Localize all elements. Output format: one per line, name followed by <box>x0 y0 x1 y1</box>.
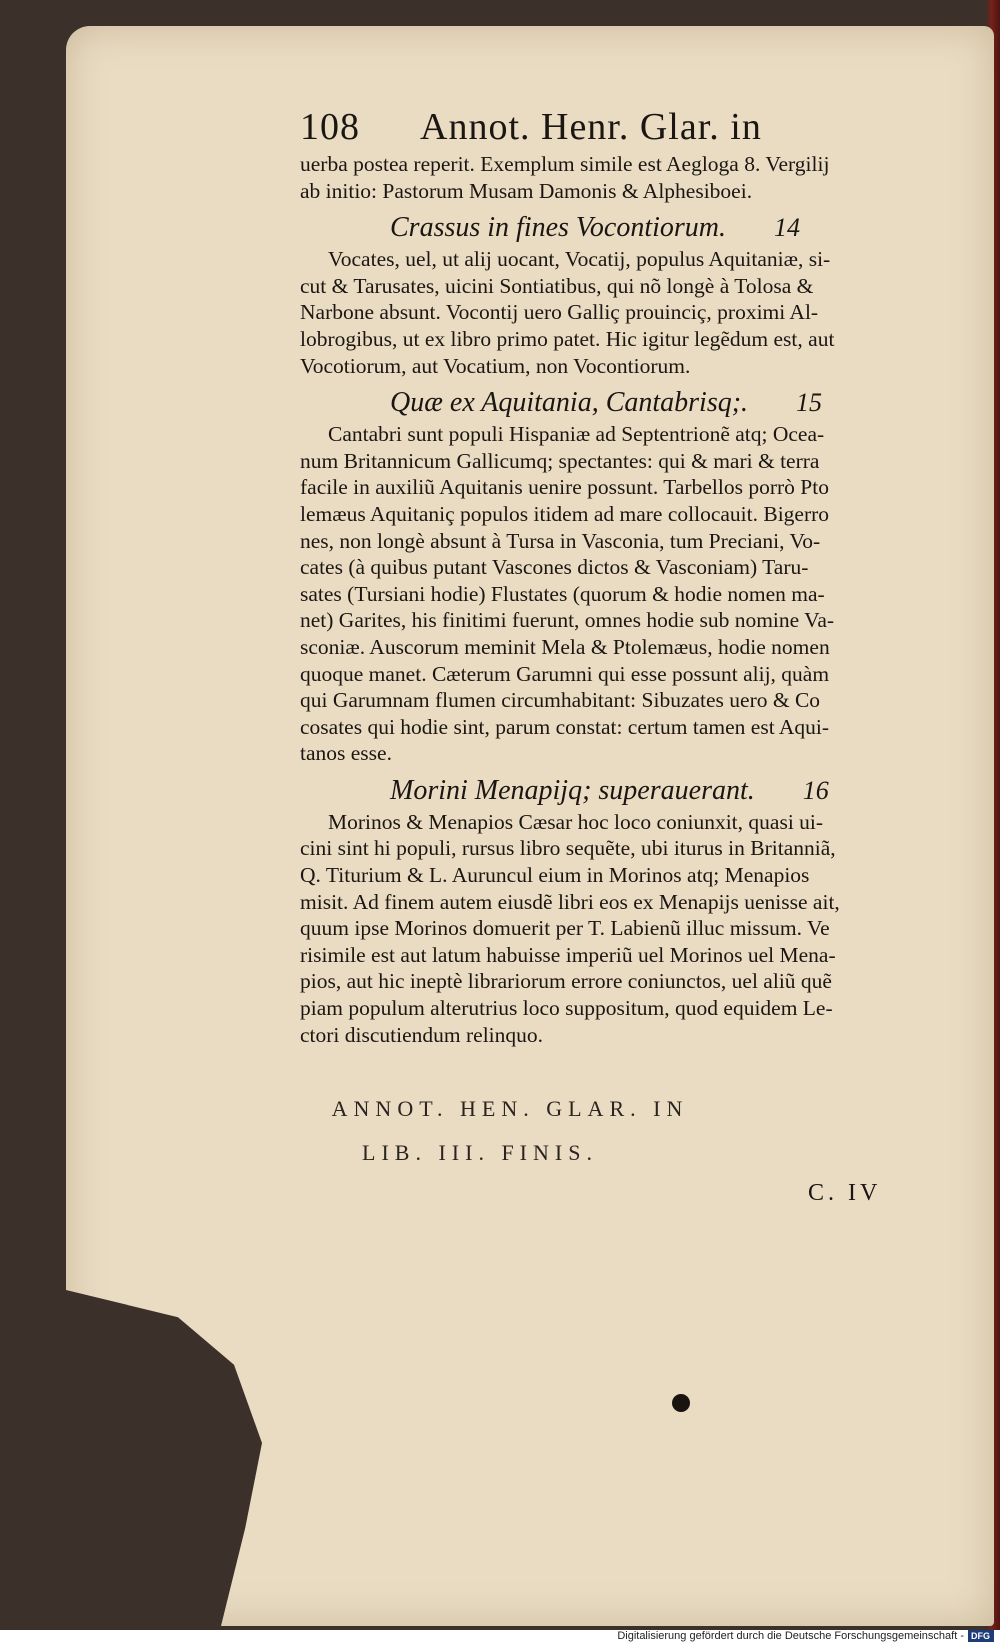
colophon-line-2: LIB. III. FINIS. <box>362 1140 598 1165</box>
text-line: cosates qui hodie sint, parum constat: certum tamen est Aqui- <box>300 714 830 739</box>
text-line: Vocates, uel, ut alij uocant, Vocatij, populus Aquitaniæ, si- <box>328 247 831 272</box>
heading-text: Crassus in fines Vocontiorum. <box>390 212 727 244</box>
intro-line: uerba postea reperit. Exemplum simile est Aegloga 8. Vergilij <box>300 152 830 176</box>
footer-text: Digitalisierung gefördert durch die Deutsche Forschungsgemeinschaft - <box>617 1630 964 1642</box>
text-line: Morinos & Menapios Cæsar hoc loco coniunxit, quasi ui- <box>328 809 824 834</box>
text-line: piam populum alterutrius loco suppositum, quod equidem Le- <box>300 996 833 1021</box>
colophon-line-1: ANNOT. HEN. GLAR. IN <box>331 1096 689 1121</box>
running-head <box>300 105 960 149</box>
text-line: cates (à quibus putant Vascones dictos & Vasconiam) Taru- <box>300 555 809 580</box>
text-line: Q. Titurium & L. Auruncul eium in Morinos atq; Menapios <box>300 863 810 888</box>
text-line: num Britannicum Gallicumq; spectantes: qui & mari & terra <box>300 448 820 473</box>
page-number: 108 <box>300 106 360 148</box>
text-line: tanos esse. <box>300 741 392 766</box>
text-line: sates (Tursiani hodie) Flustates (quorum & hodie nomen ma- <box>300 581 825 606</box>
section-heading <box>390 387 960 419</box>
text-line: lemæus Aquitaniç populos itidem ad mare collocauit. Bigerro <box>300 501 830 526</box>
text-line: sconiæ. Auscorum meminit Mela & Ptolemæus, hodie nomen <box>300 634 830 659</box>
section-heading <box>390 775 960 807</box>
text-line: Narbone absunt. Vocontij uero Galliç prouinciç, proximi Al- <box>300 300 819 325</box>
heading-text: Quæ ex Aquitania, Cantabrisq;. <box>390 387 749 419</box>
running-title: Annot. Henr. Glar. in <box>420 106 762 148</box>
text-line: Vocotiorum, aut Vocatium, non Vocontiorum. <box>300 353 691 378</box>
heading-text: Morini Menapijq; superauerant. <box>390 774 755 806</box>
footer-bar <box>0 1630 1000 1646</box>
text-line: cut & Tarusates, uicini Sontiatibus, qui nõ longè à Tolosa & <box>300 273 814 298</box>
text-line: cini sint hi populi, rursus libro sequẽte, ubi iturus in Britanniã, <box>300 836 836 861</box>
text-line: nes, non longè absunt à Tursa in Vasconia, tum Preciani, Vo- <box>300 528 821 553</box>
text-line: misit. Ad finem autem eiusdẽ libri eos ex Menapijs uenisse ait, <box>300 889 840 914</box>
dfg-logo-icon: DFG <box>968 1630 994 1642</box>
text-line: pios, aut hic ineptè librariorum errore coniunctos, uel aliũ quẽ <box>300 969 832 994</box>
ink-dot <box>672 1394 690 1412</box>
section-number: 15 <box>796 388 823 418</box>
text-line: risimile est aut latum habuisse imperiũ uel Morinos uel Mena- <box>300 942 836 967</box>
text-line: ctori discutiendum relinquo. <box>300 1022 544 1047</box>
text-line: net) Garites, his finitimi fuerunt, omnes hodie sub nomine Va- <box>300 608 835 633</box>
text-line: qui Garumnam flumen circumhabitant: Sibuzates uero & Co <box>300 688 821 713</box>
text-line: quum ipse Morinos domuerit per T. Labienũ illuc missum. Ve <box>300 916 830 941</box>
signature-mark: C. IV <box>808 1180 882 1206</box>
text-line: Cantabri sunt populi Hispaniæ ad Septentrionẽ atq; Ocea- <box>328 422 825 447</box>
text-line: lobrogibus, ut ex libro primo patet. Hic igitur legẽdum est, aut <box>300 326 835 351</box>
section-number: 14 <box>774 213 801 243</box>
text-block <box>300 105 960 1048</box>
intro-line: ab initio: Pastorum Musam Damonis & Alphesiboei. <box>300 178 753 203</box>
text-line: facile in auxiliũ Aquitanis uenire possunt. Tarbellos porrò Pto <box>300 475 829 500</box>
section-number: 16 <box>802 775 829 805</box>
section-heading <box>390 212 960 244</box>
text-line: quoque manet. Cæterum Garumni qui esse possunt alij, quàm <box>300 661 830 686</box>
